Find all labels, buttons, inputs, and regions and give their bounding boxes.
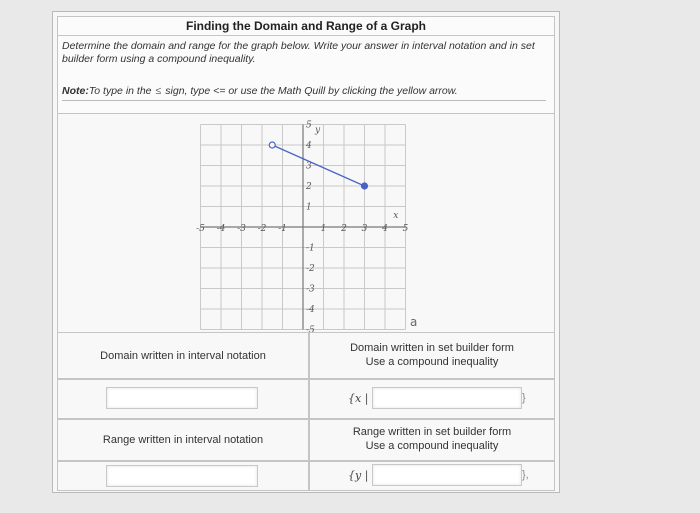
x-tick-label: -1 xyxy=(278,224,287,234)
range-set-label: Range written in set builder form xyxy=(352,426,512,438)
y-tick-label: -3 xyxy=(306,284,315,295)
x-tick-label: -2 xyxy=(257,224,267,234)
range-interval-label: Range written in interval notation xyxy=(102,434,264,446)
x-tick-label: 1 xyxy=(320,224,327,234)
range-set-suffix: }, xyxy=(522,469,529,481)
domain-interval-input[interactable] xyxy=(106,387,258,409)
range-set-input[interactable] xyxy=(372,464,522,486)
closed-endpoint xyxy=(362,183,368,189)
range-set-hint: Use a compound inequality xyxy=(365,440,499,452)
y-tick-label: 5 xyxy=(306,120,312,131)
range-set-cell xyxy=(309,461,555,491)
range-interval-input[interactable] xyxy=(106,465,258,487)
x-tick-label: 5 xyxy=(402,224,409,234)
y-tick-label: -2 xyxy=(306,264,315,274)
note-after: sign, type <= or use the Math Quill by clicking the yellow arrow. xyxy=(165,85,458,97)
range-set-label-cell xyxy=(309,419,555,461)
x-tick-label: 3 xyxy=(361,224,368,234)
domain-set-cell xyxy=(309,379,555,419)
magnifier-icon: a xyxy=(410,315,418,329)
note-label: Note: xyxy=(62,85,89,97)
graph-panel xyxy=(57,113,555,333)
note-line xyxy=(62,82,546,101)
domain-interval-label-cell xyxy=(57,332,309,379)
note-before: To type in the xyxy=(88,85,152,97)
x-tick-label: 2 xyxy=(341,224,347,234)
worksheet xyxy=(52,11,560,493)
page-title: Finding the Domain and Range of a Graph xyxy=(57,16,555,36)
domain-set-label: Domain written in set builder form xyxy=(350,342,514,354)
instructions-text: Determine the domain and range for the graph below. Write your answer in interval notation and in set builder form using a compound inequality. xyxy=(62,40,535,65)
domain-interval-cell xyxy=(57,379,309,419)
x-axis-label: x xyxy=(393,211,399,221)
y-tick-label: -4 xyxy=(306,305,315,315)
y-tick-label: 1 xyxy=(306,202,312,213)
domain-set-input[interactable] xyxy=(372,387,522,409)
x-tick-label: 4 xyxy=(382,224,388,234)
less-equal-icon: ≤ xyxy=(155,85,162,97)
open-endpoint xyxy=(269,142,275,148)
range-set-prefix: {y | xyxy=(348,469,369,482)
domain-interval-label: Domain written in interval notation xyxy=(100,350,266,362)
range-interval-label-cell xyxy=(57,419,309,461)
domain-set-label-cell xyxy=(309,332,555,379)
y-tick-label: -1 xyxy=(306,243,315,254)
domain-set-suffix: } xyxy=(522,392,526,404)
y-tick-label: 2 xyxy=(306,182,312,192)
x-tick-label: -4 xyxy=(216,224,226,234)
y-tick-label: -5 xyxy=(306,325,315,332)
y-tick-label: 4 xyxy=(306,141,312,151)
domain-set-hint: Use a compound inequality xyxy=(365,356,499,368)
y-tick-label: 3 xyxy=(306,161,312,172)
coordinate-graph xyxy=(58,114,554,332)
x-tick-label: -5 xyxy=(196,224,205,234)
domain-set-prefix: {x | xyxy=(348,392,369,405)
y-axis-label: y xyxy=(315,125,321,136)
x-tick-label: -3 xyxy=(237,224,246,234)
range-interval-cell xyxy=(57,461,309,491)
instructions-panel xyxy=(57,35,555,115)
